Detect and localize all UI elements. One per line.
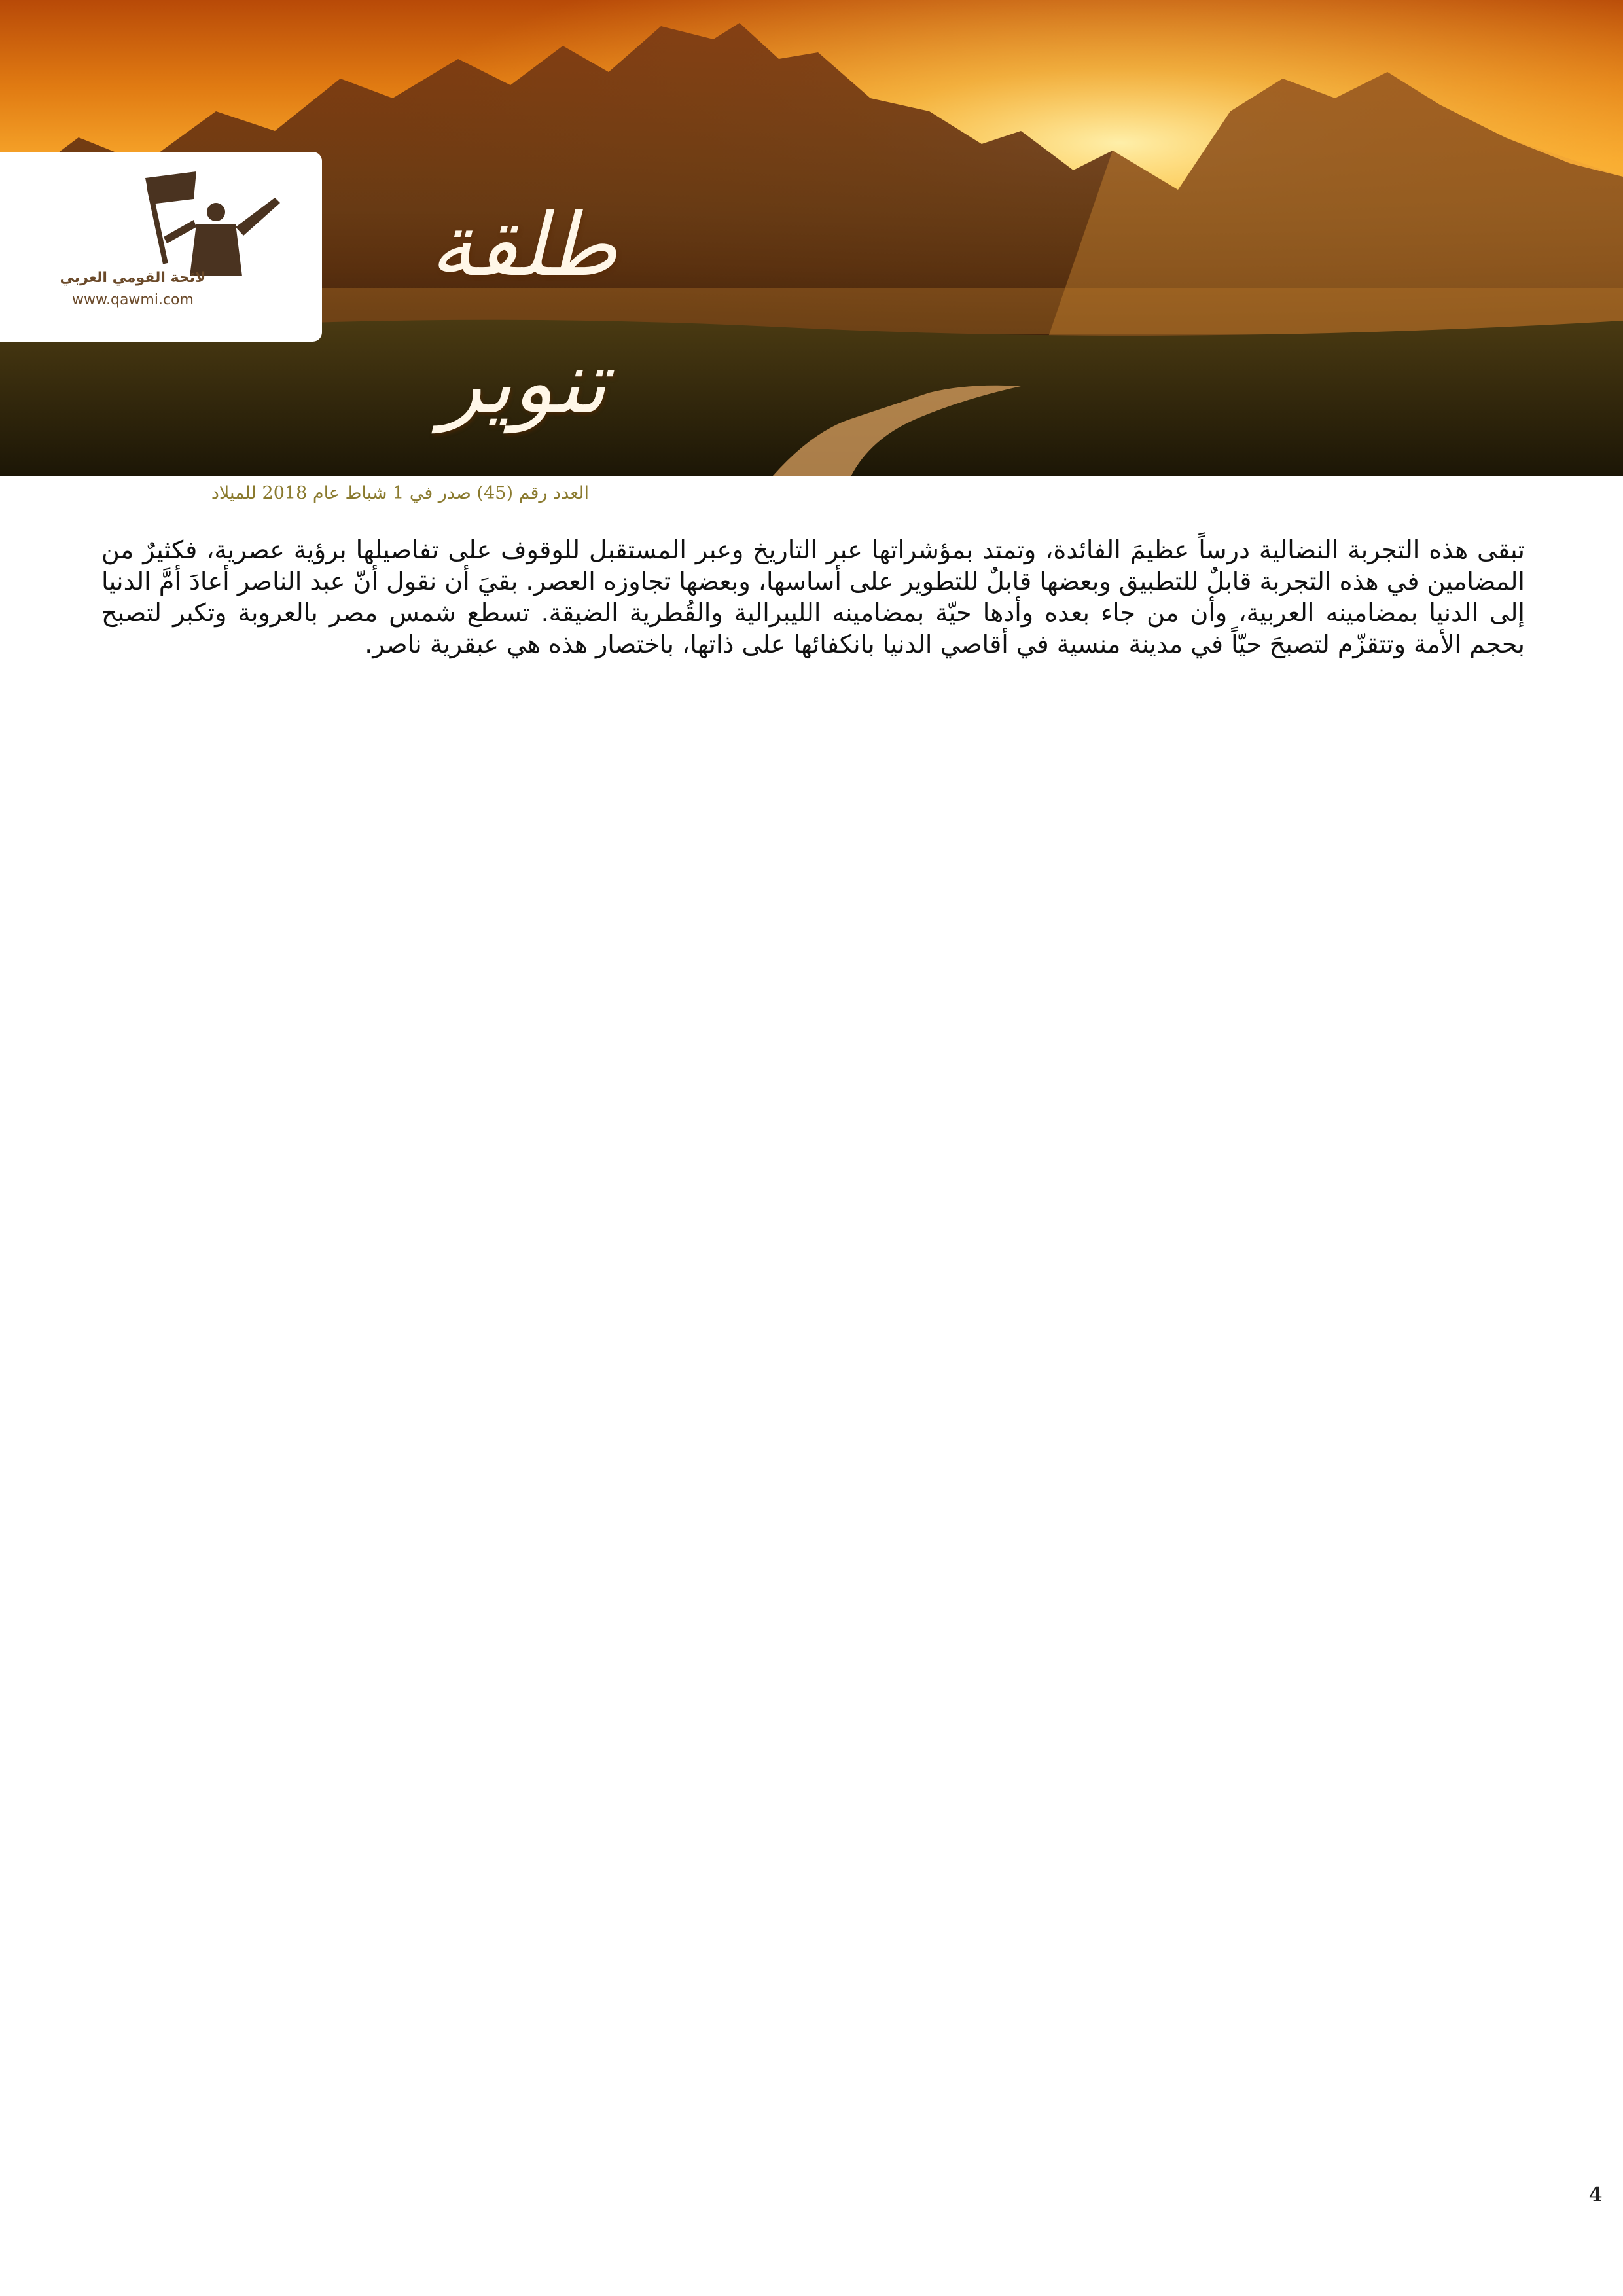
banner-title: طلقة تنوير	[429, 195, 618, 433]
header-banner	[0, 0, 1623, 476]
issue-info: العدد رقم (45) صدر في 1 شباط عام 2018 للميلاد	[211, 483, 589, 503]
article-paragraph: تبقى هذه التجربة النضالية درساً عظيمَ الفائدة، وتمتد بمؤشراتها عبر التاريخ وعبر المستقبل للوقوف على تفاصيلها برؤية عصرية، فكثيرٌ من المضامين في هذه التجربة قابلٌ للتطبيق وبعضها قابلٌ للتطوير على أساسها، وبعضها تجاوزه العصر. بقيَ أن نقول أنّ عبد الناصر أعادَ أمَّ الدنيا إلى الدنيا بمضامينه العربية، وأن من جاء بعده وأدها حيّة بمضامينه الليبرالية والقُطرية الضيقة. تسطع شمس مصر بالعروبة وتكبر لتصبح بحجم الأمة وتتقزّم لتصبحَ حيّاً في مدينة منسية في أقاصي الدنيا بانكفائها على ذاتها، باختصار هذه هي عبقرية ناصر.	[101, 535, 1525, 658]
flag-bearer-icon	[0, 152, 322, 342]
page-number: 4	[1588, 2183, 1603, 2206]
logo-panel	[0, 152, 322, 342]
logo-url: www.qawmi.com	[72, 292, 194, 308]
logo-name: لائحة القومي العربي	[60, 270, 206, 286]
